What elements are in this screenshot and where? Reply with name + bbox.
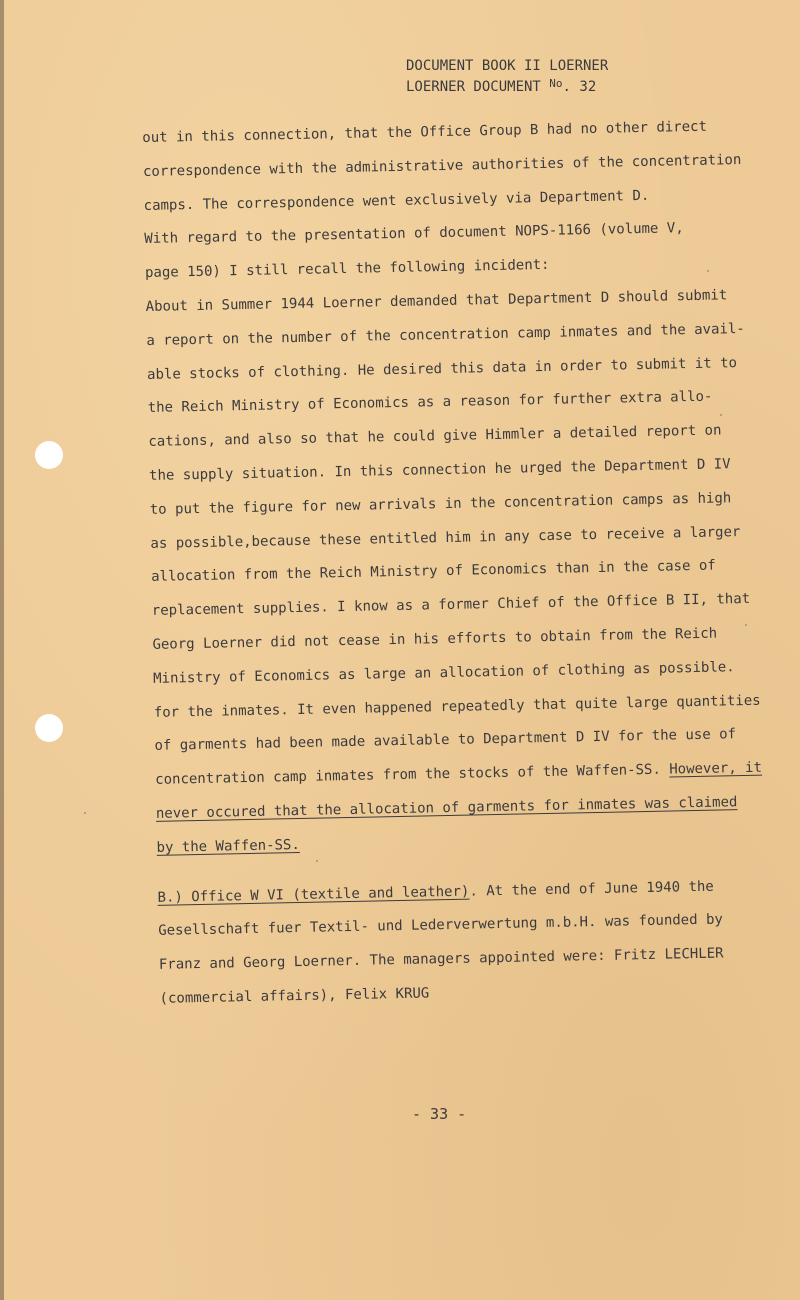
text-line: out in this connection, that the Office Group B had no other direct xyxy=(142,118,708,146)
page-number: - 33 - xyxy=(412,1105,467,1123)
paper-speck xyxy=(84,812,86,814)
text-line: a report on the number of the concentration camp inmates and the avail- xyxy=(146,320,745,349)
document-header xyxy=(406,58,608,96)
text-line: to put the figure for new arrivals in the concentration camps as high xyxy=(149,490,732,518)
text-line: the Reich Ministry of Economics as a reason for further extra allo- xyxy=(147,388,713,417)
text-line: With regard to the presentation of document NOPS-1166 (volume V, xyxy=(144,220,684,248)
text-line: page 150) I still recall the following incident: xyxy=(144,257,550,282)
header-line-1: DOCUMENT BOOK II LOERNER xyxy=(406,58,609,74)
underlined-text: never occured that the allocation of garments for inmates was claimed xyxy=(155,794,738,822)
underlined-text: However, it xyxy=(669,759,763,778)
text-line: correspondence with the administrative authorities of the concentration xyxy=(142,151,742,180)
text-line: for the inmates. It even happened repeatedly that quite large quantities xyxy=(153,692,761,721)
text-line: About in Summer 1944 Loerner demanded that Department D should submit xyxy=(145,287,728,315)
text-line: Ministry of Economics as large an allocation of clothing as possible. xyxy=(153,658,735,687)
header-doc-number: . 32 xyxy=(562,79,597,95)
header-line-2 xyxy=(406,75,608,96)
text-span: concentration camp inmates from the stocks of the Waffen-SS. xyxy=(155,761,670,789)
paper-speck xyxy=(316,860,318,862)
underlined-text: by the Waffen-SS. xyxy=(156,836,300,856)
text-line: replacement supplies. I know as a former Chief of the Office B II, that xyxy=(151,591,751,620)
body-text xyxy=(142,109,800,1016)
text-line: allocation from the Reich Ministry of Economics than in the case of xyxy=(150,557,716,586)
text-line: Gesellschaft fuer Textil- und Lederverwertung m.b.H. was founded by xyxy=(158,911,724,940)
punch-hole xyxy=(35,441,63,469)
text-line: (commercial affairs), Felix KRUG xyxy=(159,985,430,1007)
page-edge-shadow xyxy=(0,0,4,1300)
text-line: Franz and Georg Loerner. The managers appointed were: Fritz LECHLER xyxy=(158,945,724,973)
text-line: as possible,because these entitled him in any case to receive a larger xyxy=(150,523,741,552)
text-line: able stocks of clothing. He desired this data in order to submit it to xyxy=(146,354,738,383)
punch-hole xyxy=(35,714,63,742)
text-line: Georg Loerner did not cease in his efforts to obtain from the Reich xyxy=(152,625,718,653)
header-no-abbrev: No xyxy=(549,77,563,90)
text-line: the supply situation. In this connection he urged the Department D IV xyxy=(148,456,731,484)
paper-speck xyxy=(707,270,709,272)
text-line: cations, and also so that he could give Himmler a detailed report on xyxy=(148,422,722,451)
header-doc-label: LOERNER DOCUMENT xyxy=(406,79,541,95)
text-line: of garments had been made available to Department D IV for the use of xyxy=(154,726,737,755)
text-span: . At the end of June 1940 the xyxy=(469,878,714,900)
paper-speck xyxy=(720,414,722,416)
text-line: camps. The correspondence went exclusively via Department D. xyxy=(143,187,650,214)
section-b-heading: B.) Office W VI (textile and leather) xyxy=(157,883,470,906)
paper-speck xyxy=(745,624,747,626)
